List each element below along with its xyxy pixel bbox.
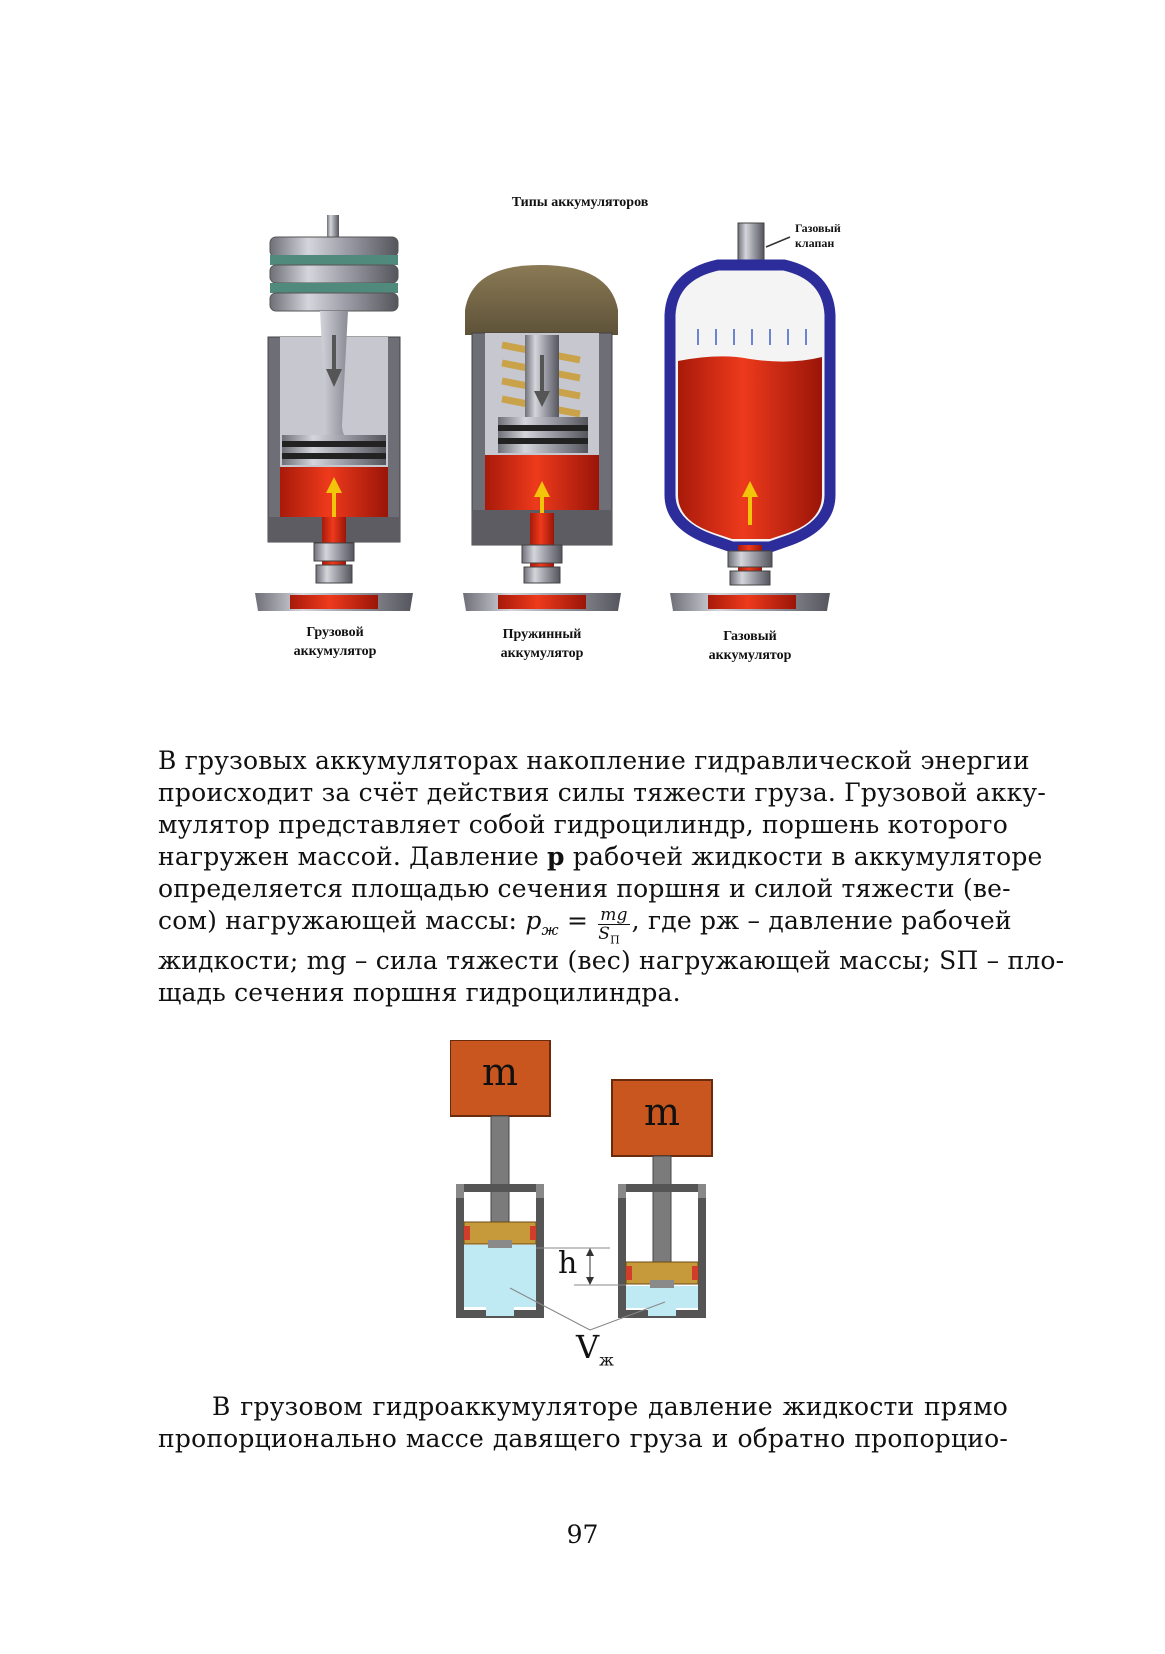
formula-fraction: $\frac{mg}{S_П}$: [598, 905, 628, 947]
mass-label-right: m: [643, 1090, 681, 1134]
text-line: В грузовых аккумуляторах накопление гидравлической энергии: [158, 746, 1030, 775]
gas-valve-label: Газовый клапан: [795, 221, 841, 250]
text-line: щадь сечения поршня гидроцилиндра.: [158, 978, 681, 1007]
text-line: В грузовом гидроаккумуляторе давление жидкости прямо: [212, 1392, 1008, 1421]
gas-accumulator-drawing: [670, 223, 830, 611]
figure-title: Типы аккумуляторов: [511, 195, 649, 210]
weight-accumulator-drawing: [255, 215, 413, 611]
caption-gas-accumulator: Газовый аккумулятор: [708, 629, 792, 663]
formula-line: сом) нагружающей массы: $p_ж$ = $\frac{mg}{S_П}$ , где pж – давление рабочей: [158, 905, 1008, 945]
caption-spring-accumulator: Пружинный аккумулятор: [500, 627, 584, 661]
accumulator-types-figure: [250, 195, 910, 705]
paragraph-weight-accumulators: [158, 745, 1065, 1009]
text-line: определяется площадью сечения поршня и силой тяжести (ве-: [158, 874, 1011, 903]
text-line: жидкости; mg – сила тяжести (вес) нагружающей массы; SП – пло-: [158, 946, 1065, 975]
page-number: 97: [566, 1520, 599, 1549]
volume-label: $V_ж$: [576, 1328, 614, 1370]
text-line: происходит за счёт действия силы тяжести груза. Грузовой акку-: [158, 778, 1046, 807]
text-line: нагружен массой. Давление p рабочей жидкости в аккумуляторе: [158, 842, 1043, 871]
formula-lhs: $p_ж$: [525, 906, 559, 939]
mass-label-left: m: [481, 1050, 519, 1094]
caption-weight-accumulator: Грузовой аккумулятор: [293, 625, 377, 659]
text-line: пропорционально массе давящего груза и обратно пропорцио-: [158, 1424, 1008, 1453]
spring-accumulator-drawing: [463, 265, 621, 611]
weight-accumulator-scheme: [450, 1040, 730, 1380]
text-line: мулятор представляет собой гидроцилиндр, поршень которого: [158, 810, 1008, 839]
paragraph-proportionality: [158, 1391, 1008, 1455]
h-label: h: [558, 1246, 578, 1281]
